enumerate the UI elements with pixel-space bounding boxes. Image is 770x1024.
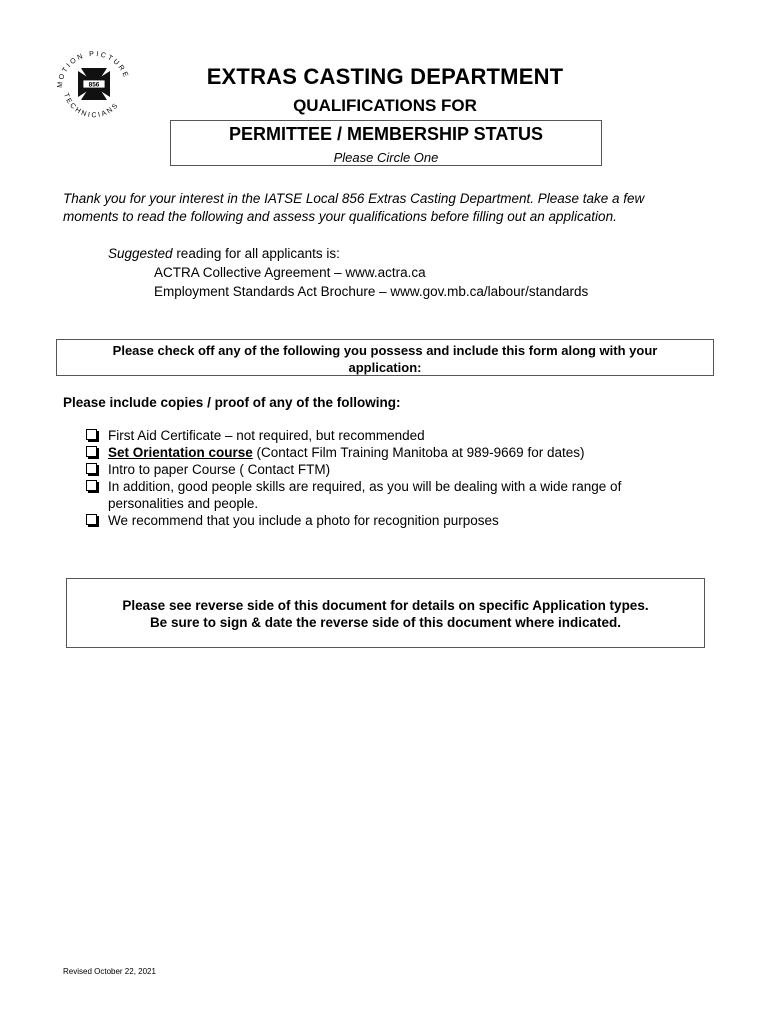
reading-lead (108, 244, 588, 263)
checkbox-icon[interactable] (86, 514, 97, 525)
checklist-item (86, 427, 686, 444)
status-instruction: Please Circle One (333, 150, 439, 165)
status-box (170, 120, 602, 166)
checklist-item-text: (Contact Film Training Manitoba at 989-9669 for dates) (252, 445, 585, 460)
checklist-item-text: First Aid Certificate – not required, but recommended (108, 428, 425, 443)
checkbox-icon[interactable] (86, 480, 97, 491)
page-title: EXTRAS CASTING DEPARTMENT (206, 64, 564, 89)
checkbox-icon[interactable] (86, 446, 97, 457)
reverse-side-note-box (66, 578, 705, 648)
logo-arc-bottom: TECHNICIANS (61, 92, 121, 120)
checklist-item (86, 461, 686, 478)
checklist-item (86, 512, 686, 529)
check-box-line-2: application: (348, 360, 422, 375)
page-subtitle: QUALIFICATIONS FOR (293, 96, 477, 115)
checklist-item-text: In addition, good people skills are required, as you will be dealing with a wide range of (108, 479, 622, 494)
note-line-1: Please see reverse side of this document for details on specific Application types. (122, 598, 649, 613)
include-heading: Please include copies / proof of any of the following: (63, 395, 401, 410)
check-box-line-1: Please check off any of the following you possess and include this form along with your (112, 343, 658, 358)
check-off-instruction-box (56, 339, 714, 376)
checklist-item-text-cont: personalities and people. (108, 496, 259, 511)
reading-lead-italic: Suggested (108, 246, 173, 261)
intro-line-1: Thank you for your interest in the IATSE Local 856 Extras Casting Department. Please take a few (63, 191, 645, 206)
checkbox-icon[interactable] (86, 463, 97, 474)
checklist-item-text: Intro to paper Course ( Contact FTM) (108, 462, 331, 477)
reading-item: Employment Standards Act Brochure – www.gov.mb.ca/labour/standards (154, 284, 589, 299)
suggested-reading (108, 244, 588, 301)
checklist-item (86, 444, 686, 461)
note-line-2: Be sure to sign & date the reverse side of this document where indicated. (149, 615, 622, 630)
reading-item: ACTRA Collective Agreement – www.actra.ca (154, 265, 426, 280)
checklist (86, 427, 686, 529)
checklist-item-bold: Set Orientation course (108, 445, 253, 460)
status-title: PERMITTEE / MEMBERSHIP STATUS (228, 124, 544, 144)
checklist-item-text: We recommend that you include a photo for recognition purposes (108, 513, 499, 528)
revised-date: Revised October 22, 2021 (63, 967, 156, 976)
intro-paragraph (63, 190, 703, 226)
checkbox-icon[interactable] (86, 429, 97, 440)
logo-arc-top: MOTION PICTURE (56, 50, 130, 89)
reading-lead-rest: reading for all applicants is: (172, 246, 340, 261)
checklist-item (86, 478, 686, 512)
logo-local-number: 856 (88, 81, 100, 89)
intro-line-2: moments to read the following and assess your qualifications before filling out an application. (63, 209, 617, 224)
